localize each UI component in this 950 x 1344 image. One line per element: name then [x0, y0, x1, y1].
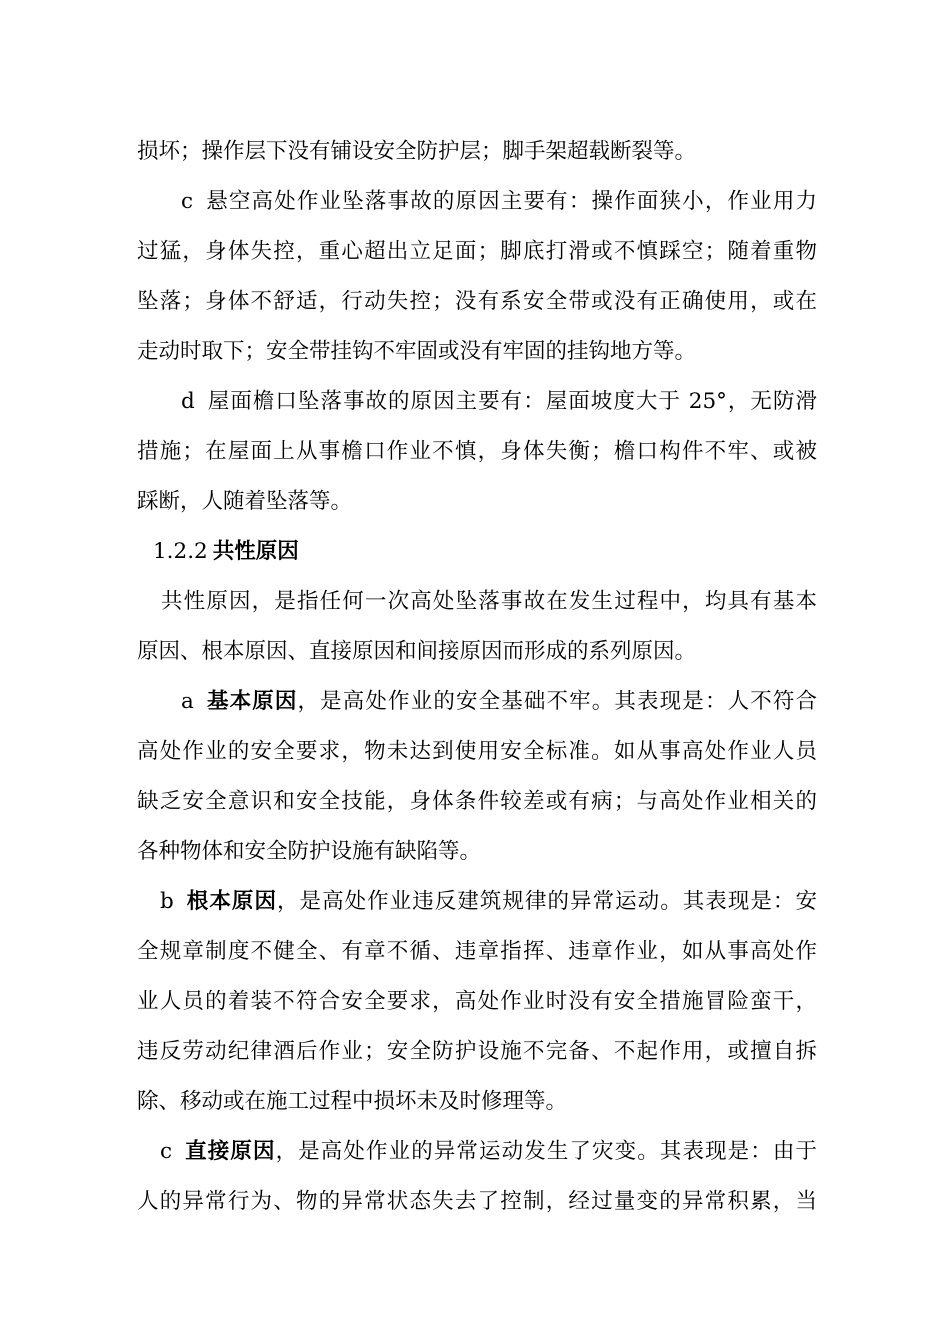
paragraph-line: 走动时取下；安全带挂钩不牢固或没有牢固的挂钩地方等。: [137, 339, 697, 364]
paragraph-line: 人的异常行为、物的异常状态失去了控制，经过量变的异常积累，当: [137, 1189, 817, 1214]
term-bold: 根本原因: [185, 889, 277, 914]
list-marker: c: [160, 1139, 173, 1164]
paragraph-line: 原因、根本原因、直接原因和间接原因而形成的系列原因。: [137, 639, 697, 664]
list-marker: b: [160, 889, 174, 914]
paragraph-line: 措施；在屋面上从事檐口作业不慎，身体失衡；檐口构件不牢、或被: [137, 439, 817, 464]
paragraph-line: b 根本原因，是高处作业违反建筑规律的异常运动。其表现是：安: [160, 889, 817, 914]
paragraph-line: c 直接原因，是高处作业的异常运动发生了灾变。其表现是：由于: [160, 1139, 817, 1164]
paragraph-line: 全规章制度不健全、有章不循、违章指挥、违章作业，如从事高处作: [137, 939, 817, 964]
paragraph-line: 缺乏安全意识和安全技能，身体条件较差或有病；与高处作业相关的: [137, 789, 817, 814]
list-marker: a: [181, 689, 194, 714]
paragraph-line: 除、移动或在施工过程中损坏未及时修理等。: [137, 1089, 568, 1114]
section-heading: [153, 537, 833, 567]
term-bold: 基本原因: [205, 689, 298, 714]
paragraph-line: d 屋面檐口坠落事故的原因主要有：屋面坡度大于 25°，无防滑: [181, 389, 817, 414]
paragraph-line: a 基本原因，是高处作业的安全基础不牢。其表现是：人不符合: [181, 689, 817, 714]
list-marker: d: [181, 389, 195, 414]
section-number: 1.2.2: [153, 539, 208, 564]
paragraph-line: 各种物体和安全防护设施有缺陷等。: [137, 839, 482, 864]
term-bold: 直接原因: [184, 1139, 276, 1164]
paragraph-line: 坠落；身体不舒适，行动失控；没有系安全带或没有正确使用，或在: [137, 289, 817, 314]
paragraph-line: 违反劳动纪律酒后作业；安全防护设施不完备、不起作用，或擅自拆: [137, 1039, 817, 1064]
paragraph-line: c 悬空高处作业坠落事故的原因主要有：操作面狭小，作业用力: [181, 189, 817, 214]
paragraph-line: 高处作业的安全要求，物未达到使用安全标准。如从事高处作业人员: [137, 739, 817, 764]
paragraph-line: 共性原因，是指任何一次高处坠落事故在发生过程中，均具有基本: [161, 589, 817, 614]
section-title: 共性原因: [212, 539, 299, 564]
paragraph-line: 业人员的着装不符合安全要求，高处作业时没有安全措施冒险蛮干，: [137, 989, 817, 1014]
paragraph-line: 过猛，身体失控，重心超出立足面；脚底打滑或不慎踩空；随着重物: [137, 239, 817, 264]
paragraph-line: 踩断，人随着坠落等。: [137, 489, 353, 514]
list-marker: c: [181, 189, 194, 214]
paragraph-line: 损坏；操作层下没有铺设安全防护层；脚手架超载断裂等。: [137, 139, 697, 164]
